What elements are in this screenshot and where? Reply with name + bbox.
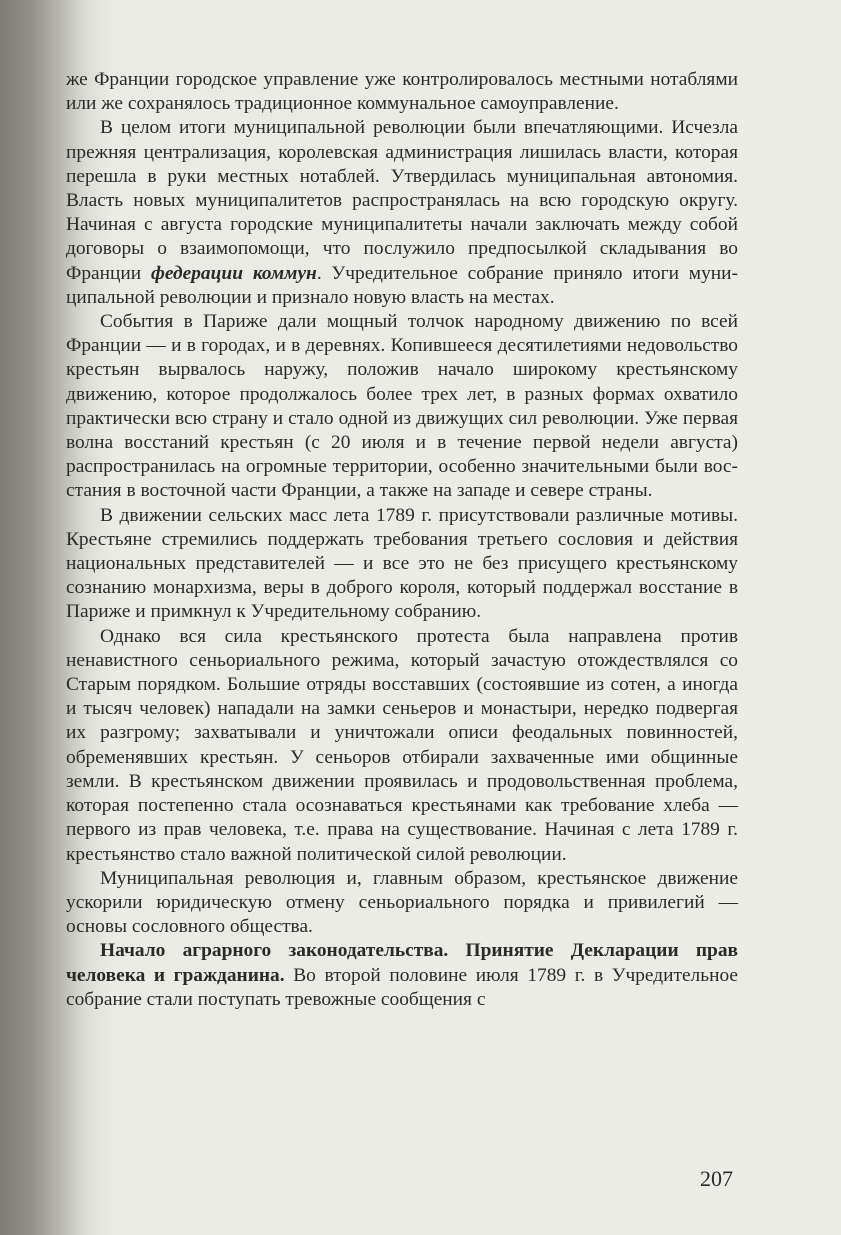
paragraph-2-text: В целом итоги муниципальной революции были впечатляющими. Исчезла прежняя централизация, королевская администрация лишилась власти, которая перешла в руки местных нотаблей. Утвердилась муниципальная автономия. Власть новых муниципалитетов распространялась на всю городскую округу. Начиная с августа городские муниципалитеты начали заключать между собой договоры о взаимопомощи, что послужило предпосылкой складывания во Франции [66, 117, 738, 284]
term-federation-of-communes: федерации коммун [151, 262, 317, 284]
paragraph-1 [66, 68, 738, 116]
paragraph-6 [66, 867, 738, 940]
paragraph-6-text: Муниципальная революция и, главным образом, крестьянское движение ускорили юридическую отмену сеньориального порядка и привилегий — основы сословного общества. [66, 867, 738, 938]
paragraph-1-text: же Франции городское управление уже контролировалось местными нотаблями или же сохранялось традиционное коммунальное самоуправление. [66, 69, 738, 115]
paragraph-5-text: Однако вся сила крестьянского протеста была направлена против ненавистного сеньориального режима, который зачастую отождествлялся со Старым порядком. Большие отряды восставших (состоявшие из сотен, а иногда и тысяч человек) нападали на замки сеньеров и монастыри, нередко подвергая их разгрому; захватывали и уничтожали описи феодальных повинностей, обременявших крестьян. У сеньоров отбирали захваченные ими общинные земли. В крестьянском движении проявилась и продовольственная проблема, которая постепенно стала осознаваться крестьянами как требование хлеба — первого из прав человека, т.е. права на существование. Начиная с лета 1789 г. крестьянство стало важной политической силой революции. [66, 625, 738, 865]
paragraph-4-text: В движении сельских масс лета 1789 г. присутствовали различные мотивы. Крестьяне стремились поддержать требования третьего сословия и действия национальных представителей — и все это не без присущего крестьянскому сознанию монархизма, веры в доброго короля, который поддержал восстание в Париже и примкнул к Учредительному собранию. [66, 504, 738, 623]
paragraph-5 [66, 625, 738, 867]
page-number: 207 [700, 1166, 733, 1191]
paragraph-7-text: Во второй половине июля 1789 г. в Учредительное собрание стали поступать тревожные сообщения с [66, 964, 738, 1010]
paragraph-4 [66, 504, 738, 625]
paragraph-7 [66, 939, 738, 1012]
paragraph-3 [66, 310, 738, 504]
paragraph-3-text: События в Париже дали мощный толчок народному движению по всей Франции — и в городах, и в деревнях. Копившееся десятилетиями недовольство крестьян вырвалось наружу, положив начало широкому крестьянскому движению, которое продолжалось более трех лет, в разных формах охватило практически всю страну и стало одной из движущих сил революции. Уже первая волна восстаний крестьян (с 20 июля и в течение первой недели августа) распространилась на огромные территории, особенно значительными были восстания в восточной части Франции, а также на западе и севере страны. [66, 311, 738, 502]
body-text [66, 68, 738, 1012]
paragraph-2 [66, 116, 738, 310]
section-heading: Начало аграрного законодательства. Принятие Декларации прав человека и гражданина. [66, 940, 738, 986]
paragraph-2-text-after: . Учредительное собрание приняло итоги муниципальной революции и признало новую власть на местах. [66, 262, 739, 308]
